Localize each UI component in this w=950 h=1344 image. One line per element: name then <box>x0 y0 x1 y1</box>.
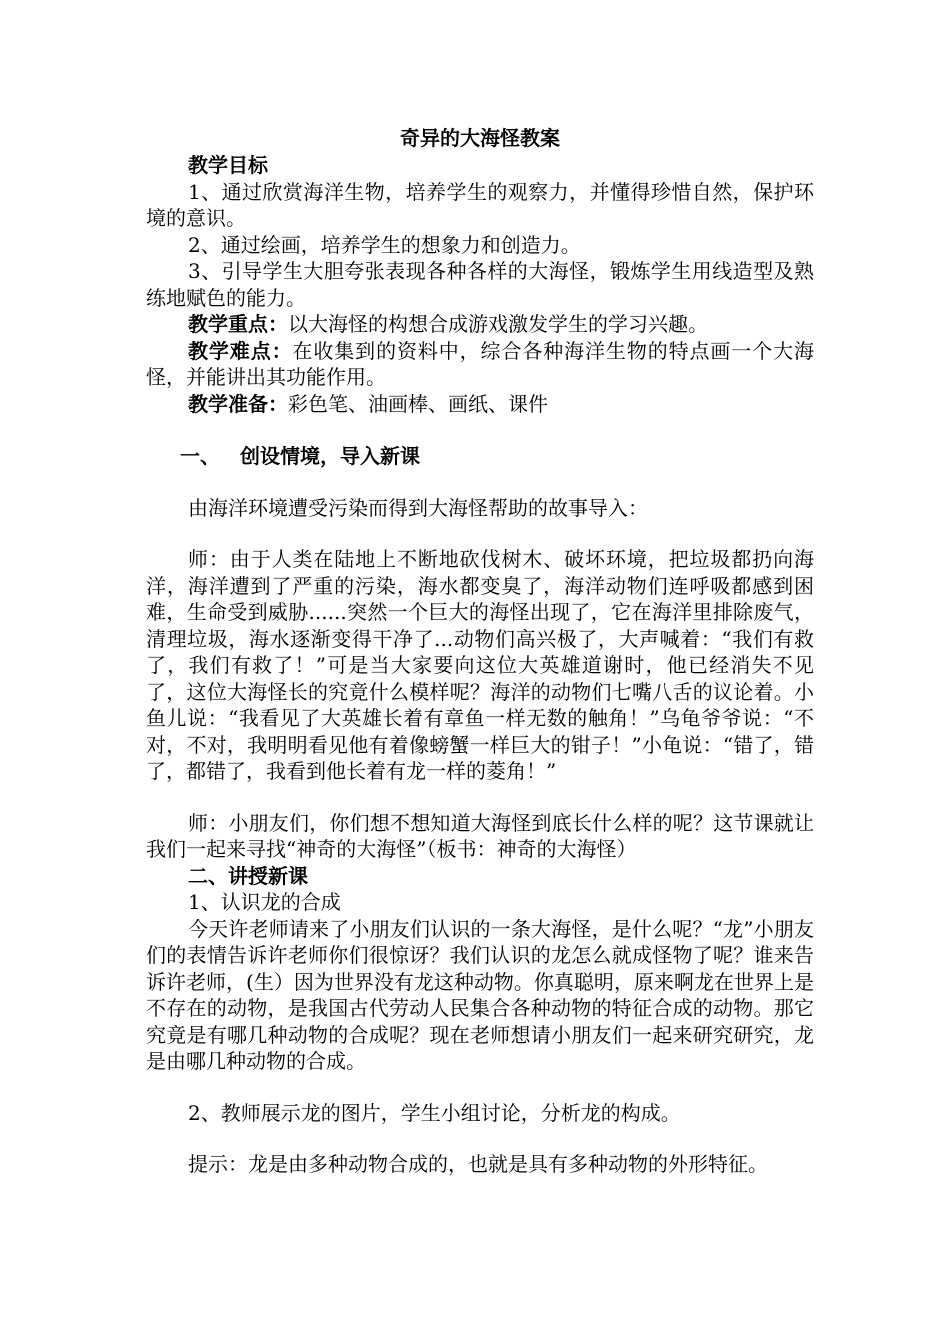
document-title: 奇异的大海怪教案 <box>400 126 560 150</box>
section-1-number: 一、 <box>180 444 220 468</box>
section-2-dragon-text: 今天许老师请来了小朋友们认识的一条大海怪，是什么呢？“龙”小朋友们的表情告诉许老师你们很惊讶？我们认识的龙怎么就成怪物了呢？谁来告诉许老师，(生）因为世界没有龙这种动物。你真聪明，原来啊龙在世界上是不存在的动物，是我国古代劳动人民集合各种动物的特征合成的动物。那它究竟是有哪几种动物的合成呢？现在老师想请小朋友们一起来研究研究，龙是由哪几种动物的合成。 <box>146 916 814 1073</box>
section-1-question: 师：小朋友们，你们想不想知道大海怪到底长什么样的呢？这节课就让我们一起来寻找“神奇的大海怪”（板书：神奇的大海怪） <box>146 810 814 861</box>
key-point-text: 以大海怪的构想合成游戏激发学生的学习兴趣。 <box>288 312 708 336</box>
section-2-subheading-1: 1、认识龙的合成 <box>188 890 341 914</box>
objective-item-2: 2、通过绘画，培养学生的想象力和创造力。 <box>188 232 581 257</box>
difficulty-text: 在收集到的资料中，综合各种海洋生物的特点画一个大海怪，并能讲出其功能作用。 <box>146 338 815 389</box>
difficulty <box>146 338 814 391</box>
key-point <box>146 311 814 338</box>
objectives-heading: 教学目标 <box>188 153 268 177</box>
section-2-heading: 二、讲授新课 <box>188 863 308 888</box>
key-point-label: 教学重点： <box>188 312 288 336</box>
objective-item-3: 3、引导学生大胆夸张表现各种各样的大海怪，锻炼学生用线造型及熟练地赋色的能力。 <box>146 259 814 310</box>
section-2-hint: 提示：龙是由多种动物合成的，也就是具有多种动物的外形特征。 <box>188 1152 768 1176</box>
section-1-title: 创设情境，导入新课 <box>240 444 420 468</box>
section-2-subheading-2: 2、教师展示龙的图片，学生小组讨论，分析龙的构成。 <box>188 1100 681 1125</box>
section-1-story: 师：由于人类在陆地上不断地砍伐树木、破坏环境，把垃圾都扔向海洋，海洋遭到了严重的污染，海水都变臭了，海洋动物们连呼吸都感到困难，生命受到威胁......突然一个巨大的海怪出现了，它在海洋里排除废气，清理垃圾，海水逐渐变得干净了...动物们高兴极了，大声喊着：“我们有救了，我们有救了！”可是当大家要向这位大英雄道谢时，他已经消失不见了，这位大海怪长的究竟什么模样呢？海洋的动物们七嘴八舌的议论着。小鱼儿说：“我看见了大英雄长着有章鱼一样无数的触角！”乌龟爷爷说：“不对，不对，我明明看见他有着像螃蟹一样巨大的钳子！”小龟说：“错了，错了，都错了，我看到他长着有龙一样的菱角！” <box>146 547 814 783</box>
preparation-text: 彩色笔、油画棒、画纸、课件 <box>288 391 548 416</box>
objective-item-1: 1、通过欣赏海洋生物，培养学生的观察力，并懂得珍惜自然，保护环境的意识。 <box>146 179 814 230</box>
document-page <box>146 124 814 1178</box>
preparation <box>146 391 814 418</box>
preparation-label: 教学准备： <box>188 391 288 416</box>
difficulty-label: 教学难点： <box>188 338 293 363</box>
section-1-heading <box>146 443 814 470</box>
section-1-intro: 由海洋环境遭受污染而得到大海怪帮助的故事导入： <box>188 495 648 520</box>
